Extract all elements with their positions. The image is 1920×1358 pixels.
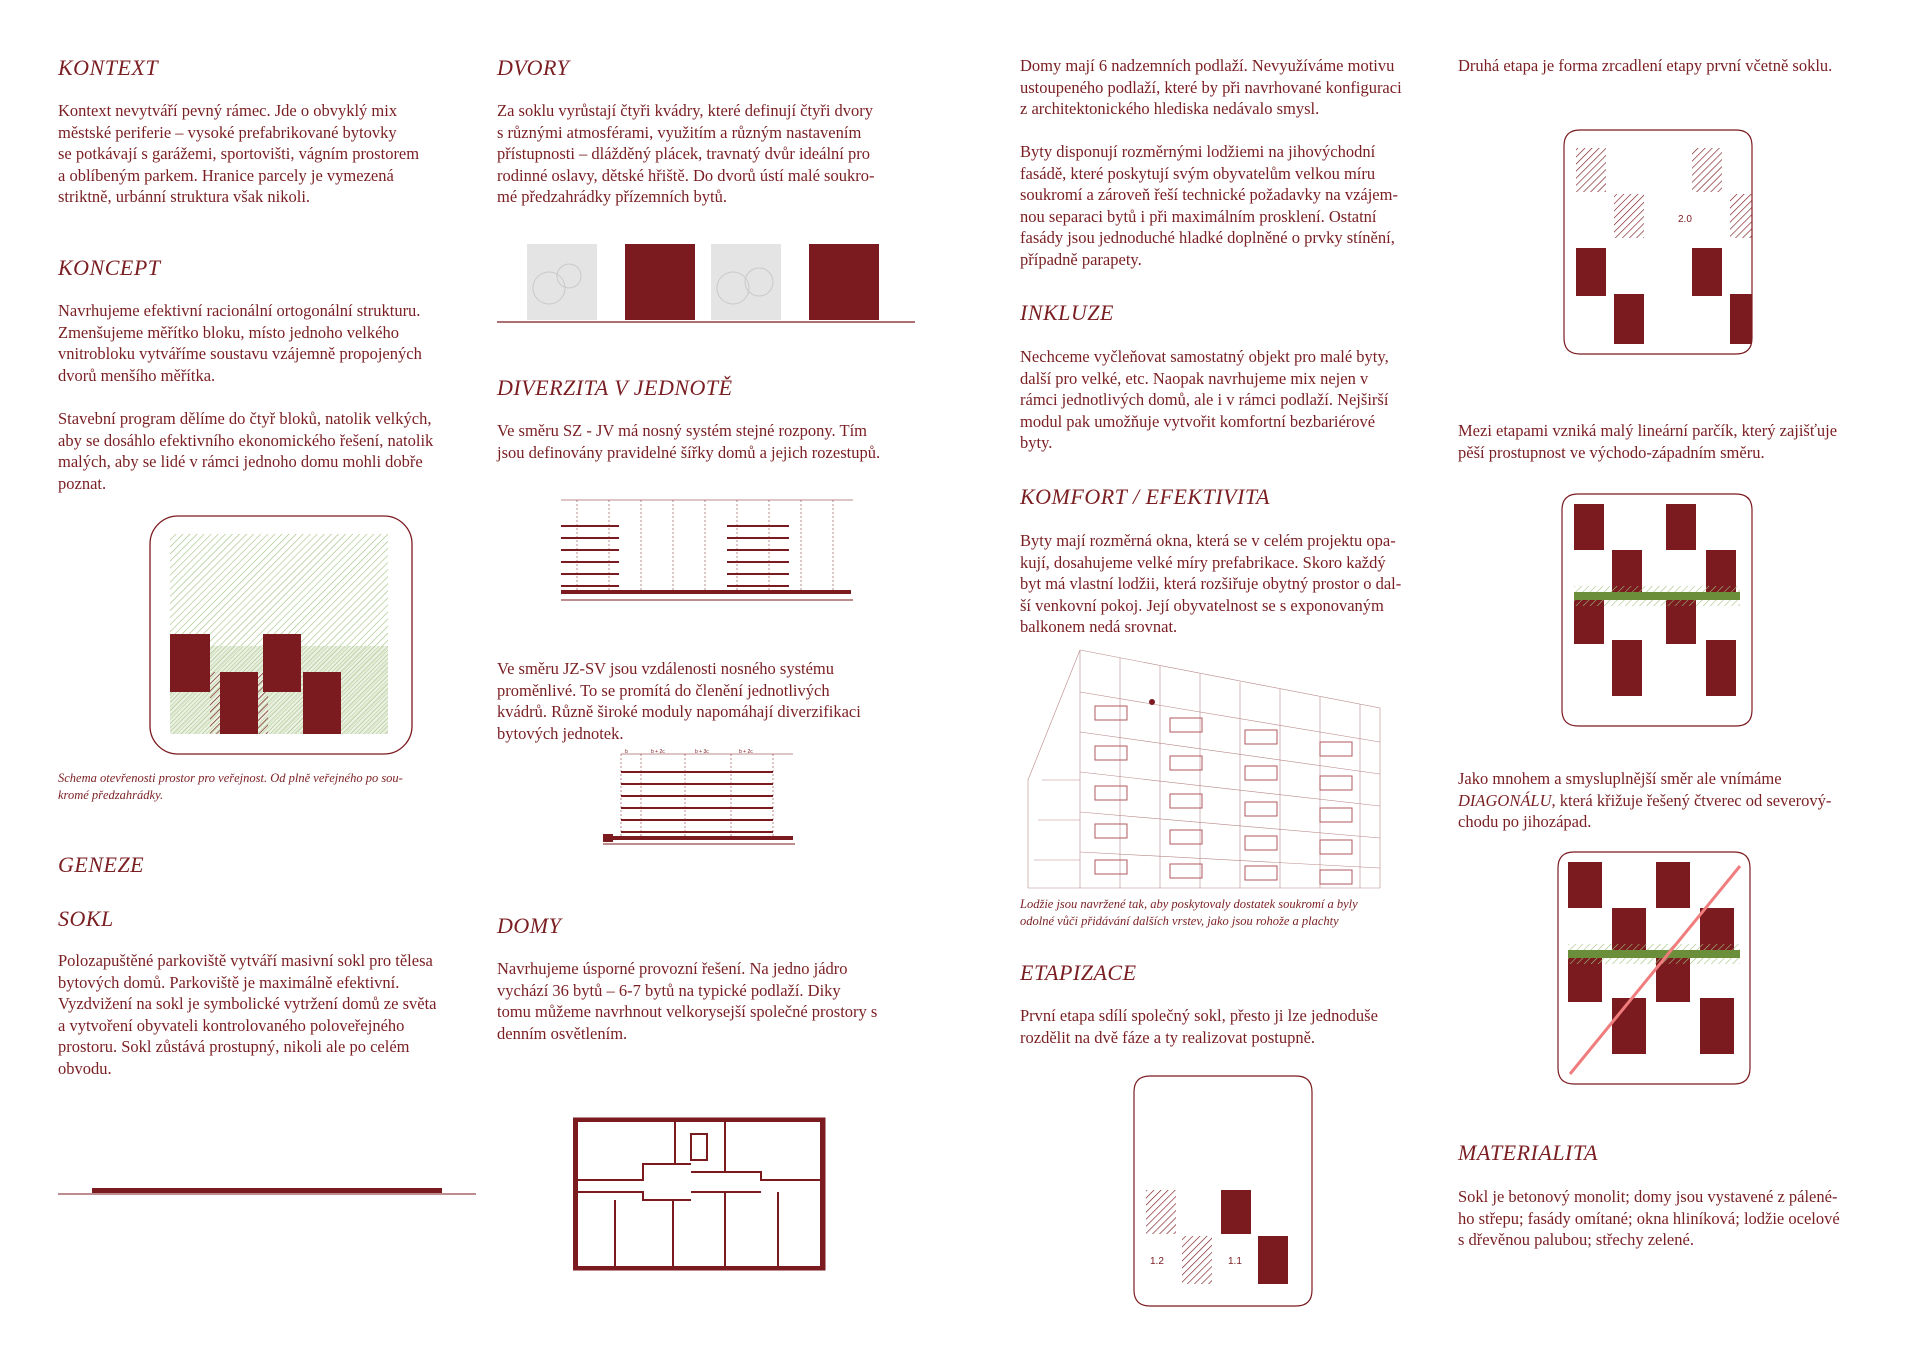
diverzita-title: DIVERZITA V JEDNOTĚ [497, 375, 733, 400]
domy-text: Navrhujeme úsporné provozní řešení. Na jedno jádro vychází 36 bytů – 6-7 bytů na typické podlaží. Diky tomu můžeme navrhnout velkorysejší společné prostory s denním osvětlením. [497, 959, 878, 1043]
loggia-facade-axonometry [1020, 648, 1420, 896]
domy-title: DOMY [497, 913, 562, 938]
koncept-title: KONCEPT [58, 255, 161, 280]
module-label: b + 2c [739, 749, 753, 755]
phase-label-1-1: 1.1 [1228, 1256, 1242, 1267]
diagonal-diagram [1544, 848, 1770, 1092]
domy-detail-text-2: Byty disponují rozměrnými lodžiemi na jihovýchodní fasádě, které poskytují svým obyvatelům velkou míru soukromí a zároveň řeší technické požadavky na vzájem- nou separaci bytů i při maximálním prosklení. Ostatní fasády jsou jednoduché hladké doplněné o prvky stínění, případně parapety. [1020, 142, 1398, 269]
openness-schema-diagram [148, 512, 420, 762]
inkluze-text: Nechceme vyčleňovat samostatný objekt pro malé byty, další pro velké, etc. Naopak navrhujeme mix nejen v rámci jednotlivých domů, ale i v rámci podlaží. Nejširší modul pak umožňuje vytvořit komfortní bezbariérové byty. [1020, 347, 1389, 452]
linear-park-diagram [1550, 490, 1770, 734]
facade-caption: Lodžie jsou navržené tak, aby poskytovaly dostatek soukromí a byly odolné vůči přidávání dalších vrstev, jako jsou rohože a plachty [1020, 897, 1358, 928]
structural-grid-diagram-sz-jv [557, 492, 857, 612]
materialita-text: Sokl je betonový monolit; domy jsou vystavené z pálené- ho střepu; fasády omítané; okna hliníková; lodžie ocelové s dřevěnou palubou; střechy zelené. [1458, 1187, 1840, 1249]
kontext-text: Kontext nevytváří pevný rámec. Jde o obvyklý mix městské periferie – vysoké prefabrikované bytovky se potkávají s garážemi, sportovišti, vágním prostorem a oblíbeným parkem. Hranice parcely je vymezená striktně, urbánní struktura však nikoli. [58, 101, 420, 206]
komfort-text: Byty mají rozměrná okna, která se v celém projektu opa- kují, dosahujeme velké míry prefabrikace. Skoro každý byt má vlastní lodžii, která rozšiřuje obytný prostor o dal- ší venkovní pokoj. Její obyvatelnost se s exponovaným balkonem nedá srovnat. [1020, 531, 1402, 636]
schema-caption: Schema otevřenosti prostor pro veřejnost. Od plně veřejného po sou- kromé předzahrádky. [58, 771, 403, 802]
schema-block [263, 634, 301, 692]
sokl-title: SOKL [58, 906, 114, 931]
diverzita-text-2: Ve směru JZ-SV jsou vzdálenosti nosného systému proměnlivé. To se promítá do členění jednotlivých kvádrů. Různě široké moduly napomáhají diverzifikaci bytových jednotek. [497, 659, 861, 743]
parcik-text: Mezi etapami vzniká malý lineární parčík, který zajišťuje pěší prostupnost ve východo-západním směru. [1458, 421, 1838, 462]
diverzita-text-1: Ve směru SZ - JV má nosný systém stejné rozpony. Tím jsou definovány pravidelné šířky domů a jejich rozestupů. [497, 421, 881, 462]
diagonala-text: Jako mnohem a smysluplnější směr ale vnímáme DIAGONÁLU, která křižuje řešený čtverec od severový- chodu po jihozápad. [1458, 769, 1832, 831]
module-label: b [625, 749, 628, 755]
typical-floor-plan [573, 1112, 835, 1276]
schema-block [220, 672, 258, 734]
module-label: b + 2c [651, 749, 665, 755]
inkluze-title: INKLUZE [1020, 300, 1114, 325]
sokl-section-diagram [58, 1180, 478, 1200]
dvory-title: DVORY [497, 55, 570, 80]
komfort-title: KOMFORT / EFEKTIVITA [1020, 484, 1270, 509]
kontext-title: KONTEXT [58, 55, 159, 80]
structural-grid-diagram-jz-sv [603, 748, 803, 852]
schema-block [170, 634, 210, 692]
etapizace-text: První etapa sdílí společný sokl, přesto ji lze jednoduše rozdělit na dvě fáze a ty realizovat postupně. [1020, 1006, 1378, 1047]
phase-1-diagram [1116, 1072, 1336, 1312]
sokl-text: Polozapuštěné parkoviště vytváří masivní sokl pro tělesa bytových domů. Parkoviště je maximálně efektivní. Vyzdvižení na sokl je symbolické vytržení domů ze světa a vytvoření obyvateli kontrolovaného poloveřejného prostoru. Sokl zůstává prostupný, nikoli ale po celém obvodu. [58, 951, 437, 1078]
phase-label-2-0: 2.0 [1678, 214, 1692, 225]
courtyards-section-diagram [497, 238, 917, 328]
etapa-2-text: Druhá etapa je forma zrcadlení etapy první včetně soklu. [1458, 56, 1833, 75]
phase-label-1-2: 1.2 [1150, 1256, 1164, 1267]
phase-2-diagram [1550, 126, 1770, 362]
etapizace-title: ETAPIZACE [1020, 960, 1137, 985]
dvory-text: Za soklu vyrůstají čtyři kvádry, které definují čtyři dvory s různými atmosférami, využitím a různým nastavením přístupnosti – dlážděný plácek, travnatý dvůr ideální pro rodinné oslavy, dětské hřiště. Do dvorů ústí malé soukro- mé předzahrádky přízemních bytů. [497, 101, 875, 206]
schema-block [303, 672, 341, 734]
koncept-text-2: Stavební program dělíme do čtyř bloků, natolik velkých, aby se dosáhlo efektivního ekonomického řešení, natolik malých, aby se lidé v rámci jednoho domu mohli dobře poznat. [58, 409, 434, 493]
module-label: b + 3c [695, 749, 709, 755]
koncept-text-1: Navrhujeme efektivní racionální ortogonální strukturu. Zmenšujeme měřítko bloku, místo jednoho velkého vnitrobloku vytváříme soustavu vzájemně propojených dvorů menšího měřítka. [58, 301, 422, 385]
geneze-title: GENEZE [58, 852, 145, 877]
materialita-title: MATERIALITA [1458, 1140, 1598, 1165]
domy-detail-text-1: Domy mají 6 nadzemních podlaží. Nevyužíváme motivu ustoupeného podlaží, které by při navrhované konfiguraci z architektonického hlediska nedávalo smysl. [1020, 56, 1402, 118]
